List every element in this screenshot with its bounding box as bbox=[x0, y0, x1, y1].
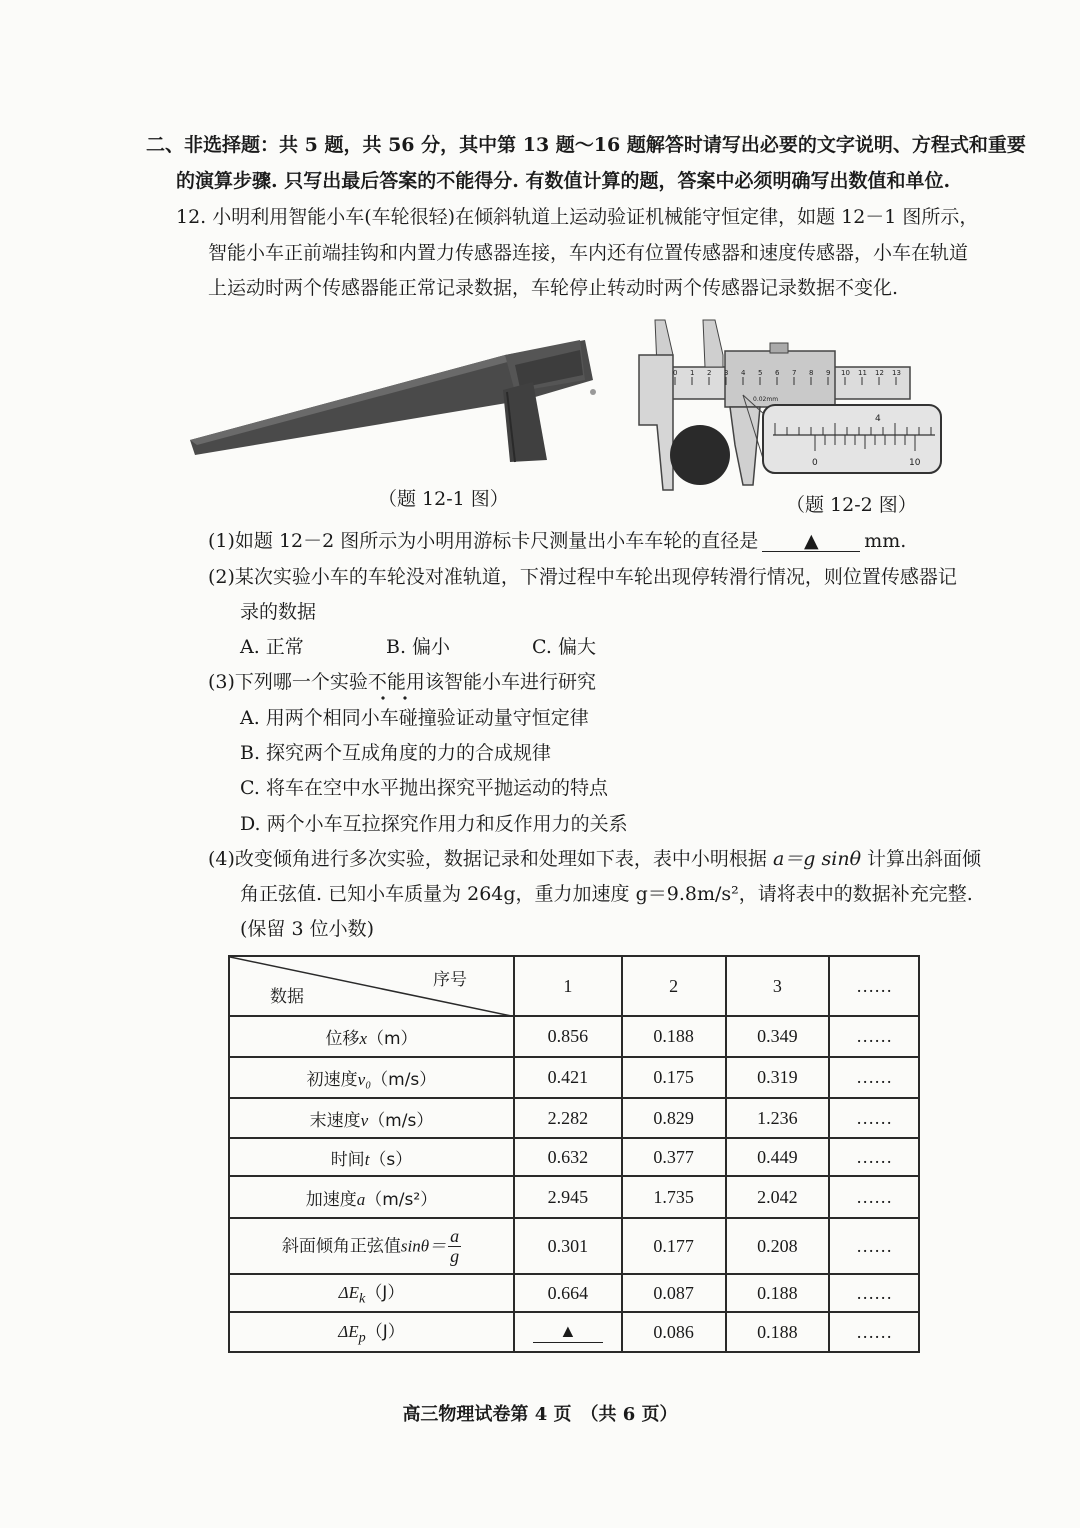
answer-blank-potential-energy: ▲ bbox=[514, 1312, 622, 1352]
row-label-initial-velocity: 初速度v₀（m/s） bbox=[229, 1057, 514, 1098]
table-cell: 0.208 bbox=[726, 1218, 830, 1274]
table-cell: …… bbox=[829, 1138, 919, 1176]
question-12-line-2: 智能小车正前端挂钩和内置力传感器连接，车内还有位置传感器和速度传感器，小车在轨道 bbox=[208, 242, 969, 264]
table-cell: 0.449 bbox=[726, 1138, 830, 1176]
sub-question-2-line-1: (2)某次实验小车的车轮没对准轨道，下滑过程中车轮出现停转滑行情况，则位置传感器记 bbox=[208, 566, 957, 588]
table-row-final-velocity bbox=[229, 1098, 919, 1138]
main-scale-label-13: 13 bbox=[892, 369, 901, 377]
main-scale-label-2: 2 bbox=[707, 369, 712, 377]
diagonal-header-cell bbox=[229, 956, 514, 1016]
row-label-time: 时间t（s） bbox=[229, 1138, 514, 1176]
sub-question-4-text-b: 计算出斜面倾 bbox=[861, 848, 982, 870]
table-cell: 1.735 bbox=[622, 1176, 726, 1218]
zoom-vernier-label-0: 0 bbox=[812, 458, 818, 468]
question-12-line-3: 上运动时两个传感器能正常记录数据，车轮停止转动时两个传感器记录数据不变化. bbox=[208, 277, 899, 299]
main-scale-label-7: 7 bbox=[792, 369, 797, 377]
sub-question-3-prefix: (3)下列哪一个实验 bbox=[208, 671, 368, 693]
table-cell: 2.282 bbox=[514, 1098, 622, 1138]
table-cell: …… bbox=[829, 1057, 919, 1098]
section-instructions-line-2: 的演算步骤. 只写出最后答案的不能得分. 有数值计算的题，答案中必须明确写出数值和单位. bbox=[176, 170, 951, 192]
sub-question-2-option-a: A. 正常 bbox=[240, 636, 304, 658]
sub-question-4-text-a: (4)改变倾角进行多次实验，数据记录和处理如下表，表中小明根据 bbox=[208, 848, 773, 870]
table-cell: 0.829 bbox=[622, 1098, 726, 1138]
table-row-time bbox=[229, 1138, 919, 1176]
table-cell: 0.177 bbox=[622, 1218, 726, 1274]
table-cell: 0.421 bbox=[514, 1057, 622, 1098]
table-cell: …… bbox=[829, 1176, 919, 1218]
incline-track-figure bbox=[185, 330, 605, 480]
unit-mm: mm. bbox=[864, 530, 907, 552]
vernier-precision-tag: 0.02mm bbox=[753, 396, 779, 403]
table-cell: …… bbox=[829, 1016, 919, 1057]
sub-question-4-line-2: 角正弦值. 已知小车质量为 264g，重力加速度 g＝9.8m/s²，请将表中的数据补充完整. bbox=[240, 883, 973, 905]
row-label-displacement: 位移x（m） bbox=[229, 1016, 514, 1057]
table-row-potential-energy-change bbox=[229, 1312, 919, 1352]
answer-blank-diameter: ▲ bbox=[762, 532, 860, 552]
table-header-row bbox=[229, 956, 919, 1016]
formula-a-equals-g-sin: a＝g sinθ bbox=[772, 848, 862, 870]
experiment-data-table bbox=[228, 955, 920, 1353]
table-cell: 0.349 bbox=[726, 1016, 830, 1057]
sub-question-2-option-c: C. 偏大 bbox=[532, 636, 596, 658]
sub-question-2-option-b: B. 偏小 bbox=[386, 636, 451, 658]
table-cell: 0.664 bbox=[514, 1274, 622, 1312]
sub-question-1-text: (1)如题 12－2 图所示为小明用游标卡尺测量出小车车轮的直径是 bbox=[208, 530, 759, 552]
header-serial-number: 序号 bbox=[432, 970, 467, 990]
main-scale-label-3: 3 bbox=[724, 369, 729, 377]
sub-question-2-line-2: 录的数据 bbox=[240, 601, 317, 623]
table-row-sine-angle bbox=[229, 1218, 919, 1274]
header-data: 数据 bbox=[270, 987, 304, 1007]
row-label-sine-angle: 斜面倾角正弦值sinθ＝ $\frac{a}{g}$ bbox=[229, 1218, 514, 1274]
page-footer: 高三物理试卷第 4 页 （共 6 页） bbox=[402, 1404, 678, 1425]
sub-question-3-option-c: C. 将车在空中水平抛出探究平抛运动的特点 bbox=[240, 777, 608, 799]
row-label-final-velocity: 末速度v（m/s） bbox=[229, 1098, 514, 1138]
table-cell: 0.632 bbox=[514, 1138, 622, 1176]
section-instructions-line-1: 二、非选择题：共 5 题，共 56 分，其中第 13 题～16 题解答时请写出必要的文字说明、方程式和重要 bbox=[146, 134, 1026, 156]
sub-question-1 bbox=[208, 532, 906, 552]
row-label-kinetic-energy-change: $\Delta E_k(J)$ bbox=[229, 1274, 514, 1312]
figure-12-2-caption: （题 12-2 图） bbox=[786, 494, 917, 516]
zoom-main-label: 4 bbox=[875, 414, 881, 424]
figure-12-1-caption: （题 12-1 图） bbox=[378, 488, 509, 510]
sub-question-3-option-a: A. 用两个相同小车碰撞验证动量守恒定律 bbox=[240, 707, 589, 729]
table-row-kinetic-energy-change bbox=[229, 1274, 919, 1312]
table-cell: …… bbox=[829, 1274, 919, 1312]
table-cell: 0.175 bbox=[622, 1057, 726, 1098]
main-scale-label-12: 12 bbox=[875, 369, 884, 377]
main-scale-label-11: 11 bbox=[858, 369, 867, 377]
sub-question-3-option-b: B. 探究两个互成角度的力的合成规律 bbox=[240, 742, 552, 764]
main-scale-label-6: 6 bbox=[775, 369, 780, 377]
zoom-vernier-label-10: 10 bbox=[909, 458, 921, 468]
sub-question-3-suffix: 该智能小车进行研究 bbox=[424, 671, 596, 693]
column-header-1: 1 bbox=[514, 956, 622, 1016]
sub-question-3-stem bbox=[208, 673, 596, 692]
main-scale-label-4: 4 bbox=[741, 369, 746, 377]
main-scale-label-1: 1 bbox=[690, 369, 695, 377]
sub-question-3-option-d: D. 两个小车互拉探究作用力和反作用力的关系 bbox=[240, 813, 628, 835]
table-row-acceleration bbox=[229, 1176, 919, 1218]
sub-question-4-line-3: (保留 3 位小数) bbox=[240, 918, 374, 940]
vernier-caliper-figure bbox=[635, 315, 945, 495]
table-cell: 0.086 bbox=[622, 1312, 726, 1352]
fraction-a-over-g: $\frac{a}{g}$ bbox=[450, 1225, 460, 1266]
row-label-potential-energy-change: $\Delta E_p(J)$ bbox=[229, 1312, 514, 1352]
table-cell: 0.087 bbox=[622, 1274, 726, 1312]
main-scale-label-10: 10 bbox=[841, 369, 850, 377]
table-cell: 2.945 bbox=[514, 1176, 622, 1218]
table-cell: 0.188 bbox=[726, 1274, 830, 1312]
emphasis-cannot-use: 不能用 bbox=[367, 671, 425, 693]
table-cell: …… bbox=[829, 1312, 919, 1352]
main-scale-label-8: 8 bbox=[809, 369, 814, 377]
table-cell: 0.301 bbox=[514, 1218, 622, 1274]
table-cell: 0.377 bbox=[622, 1138, 726, 1176]
column-header-2: 2 bbox=[622, 956, 726, 1016]
table-cell: …… bbox=[829, 1218, 919, 1274]
table-cell: 2.042 bbox=[726, 1176, 830, 1218]
sub-question-4-line-1 bbox=[208, 850, 981, 869]
row-label-acceleration: 加速度a（m/s²） bbox=[229, 1176, 514, 1218]
table-cell: 0.319 bbox=[726, 1057, 830, 1098]
table-cell: …… bbox=[829, 1098, 919, 1138]
table-cell: 1.236 bbox=[726, 1098, 830, 1138]
table-cell: 0.856 bbox=[514, 1016, 622, 1057]
table-cell: 0.188 bbox=[622, 1016, 726, 1057]
main-scale-label-9: 9 bbox=[826, 369, 831, 377]
column-header-3: 3 bbox=[726, 956, 830, 1016]
table-row-initial-velocity bbox=[229, 1057, 919, 1098]
column-header-more: …… bbox=[829, 956, 919, 1016]
table-row-displacement bbox=[229, 1016, 919, 1057]
table-cell: 0.188 bbox=[726, 1312, 830, 1352]
question-12-line-1: 12. 小明利用智能小车(车轮很轻)在倾斜轨道上运动验证机械能守恒定律，如题 12－1 图所示， bbox=[176, 206, 979, 228]
main-scale-label-5: 5 bbox=[758, 369, 763, 377]
main-scale-label-0: 0 bbox=[673, 369, 678, 377]
